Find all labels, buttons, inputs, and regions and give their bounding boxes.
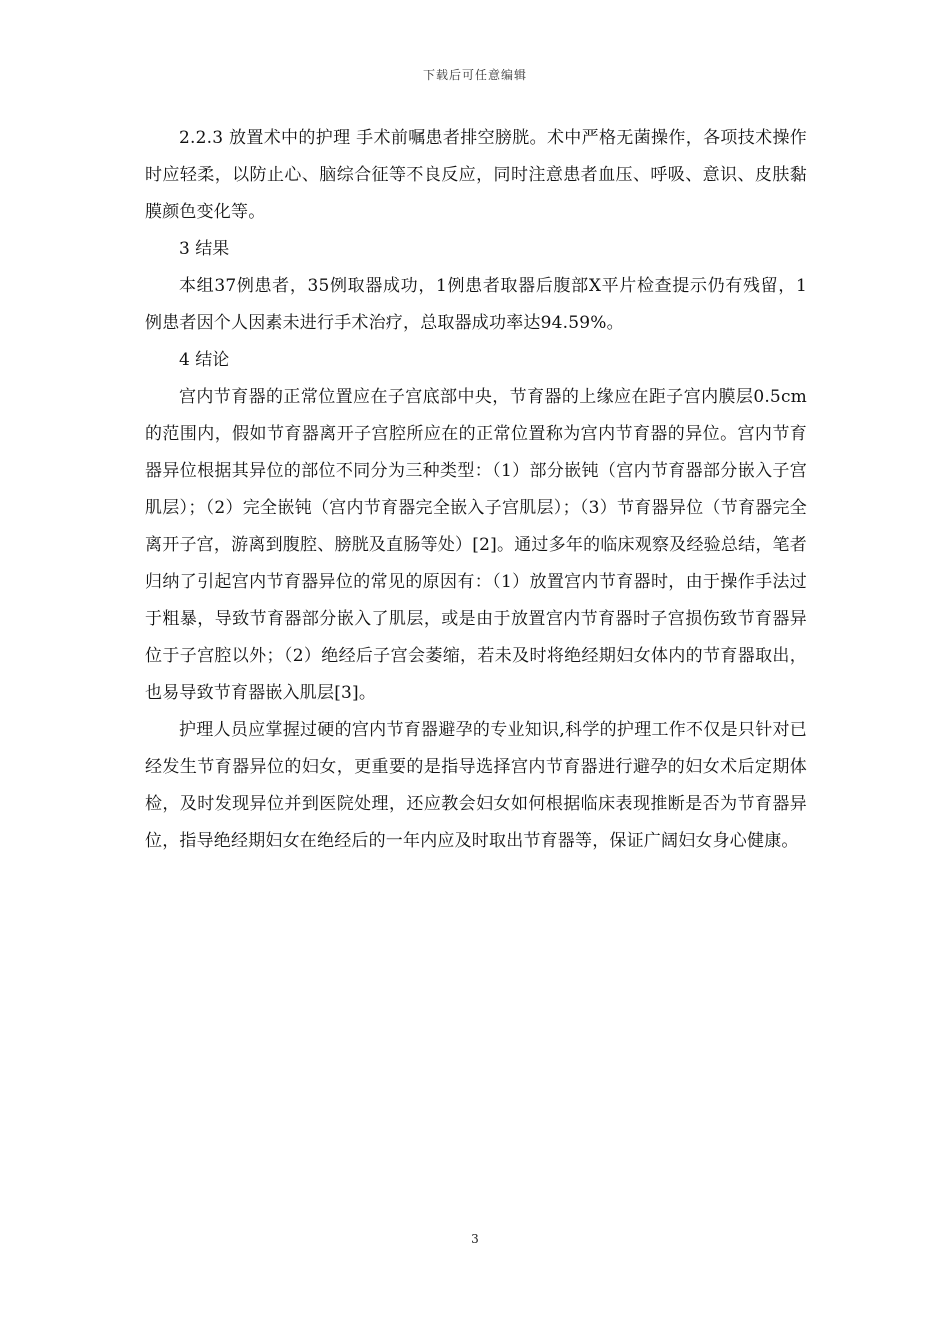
page-header: 下载后可任意编辑 (422, 68, 527, 82)
page-number: 3 (471, 1232, 479, 1246)
paragraph-surgery-nursing: 2.2.3 放置术中的护理 手术前嘱患者排空膀胱。术中严格无菌操作，各项技术操作时应轻柔，以防止心、脑综合征等不良反应，同时注意患者血压、呼吸、意识、皮肤黏膜颜色变化等。 (145, 128, 807, 222)
section-heading-conclusion: 4 结论 (179, 350, 230, 370)
paragraph-conclusion-ectopic: 宫内节育器的正常位置应在子宫底部中央，节育器的上缘应在距子宫内膜层0.5cm的范围内，假如节育器离开子宫腔所应在的正常位置称为宫内节育器的异位。宫内节育器异位根据其异位的部位不同分为三种类型：（1）部分嵌钝（宫内节育器部分嵌入子宫肌层）；（2）完全嵌钝（宫内节育器完全嵌入子宫肌层）；（3）节育器异位（节育器完全离开子宫，游离到腹腔、膀胱及直肠等处）[2]。通过多年的临床观察及经验总结，笔者归纳了引起宫内节育器异位的常见的原因有：（1）放置宫内节育器时，由于操作手法过于粗暴，导致节育器部分嵌入了肌层，或是由于放置宫内节育器时子宫损伤致节育器异位于子宫腔以外；（2）绝经后子宫会萎缩，若未及时将绝经期妇女体内的节育器取出，也易导致节育器嵌入肌层[3]。 (145, 387, 807, 703)
section-heading-results: 3 结果 (179, 239, 230, 259)
paragraph-results: 本组37例患者，35例取器成功，1例患者取器后腹部X平片检查提示仍有残留，1例患者因个人因素未进行手术治疗，总取器成功率达94.59%。 (145, 276, 807, 333)
paragraph-conclusion-nursing: 护理人员应掌握过硬的宫内节育器避孕的专业知识,科学的护理工作不仅是只针对已经发生节育器异位的妇女，更重要的是指导选择宫内节育器进行避孕的妇女术后定期体检，及时发现异位并到医院处理，还应教会妇女如何根据临床表现推断是否为节育器异位，指导绝经期妇女在绝经后的一年内应及时取出节育器等，保证广阔妇女身心健康。 (145, 720, 807, 851)
document-body (145, 120, 807, 860)
